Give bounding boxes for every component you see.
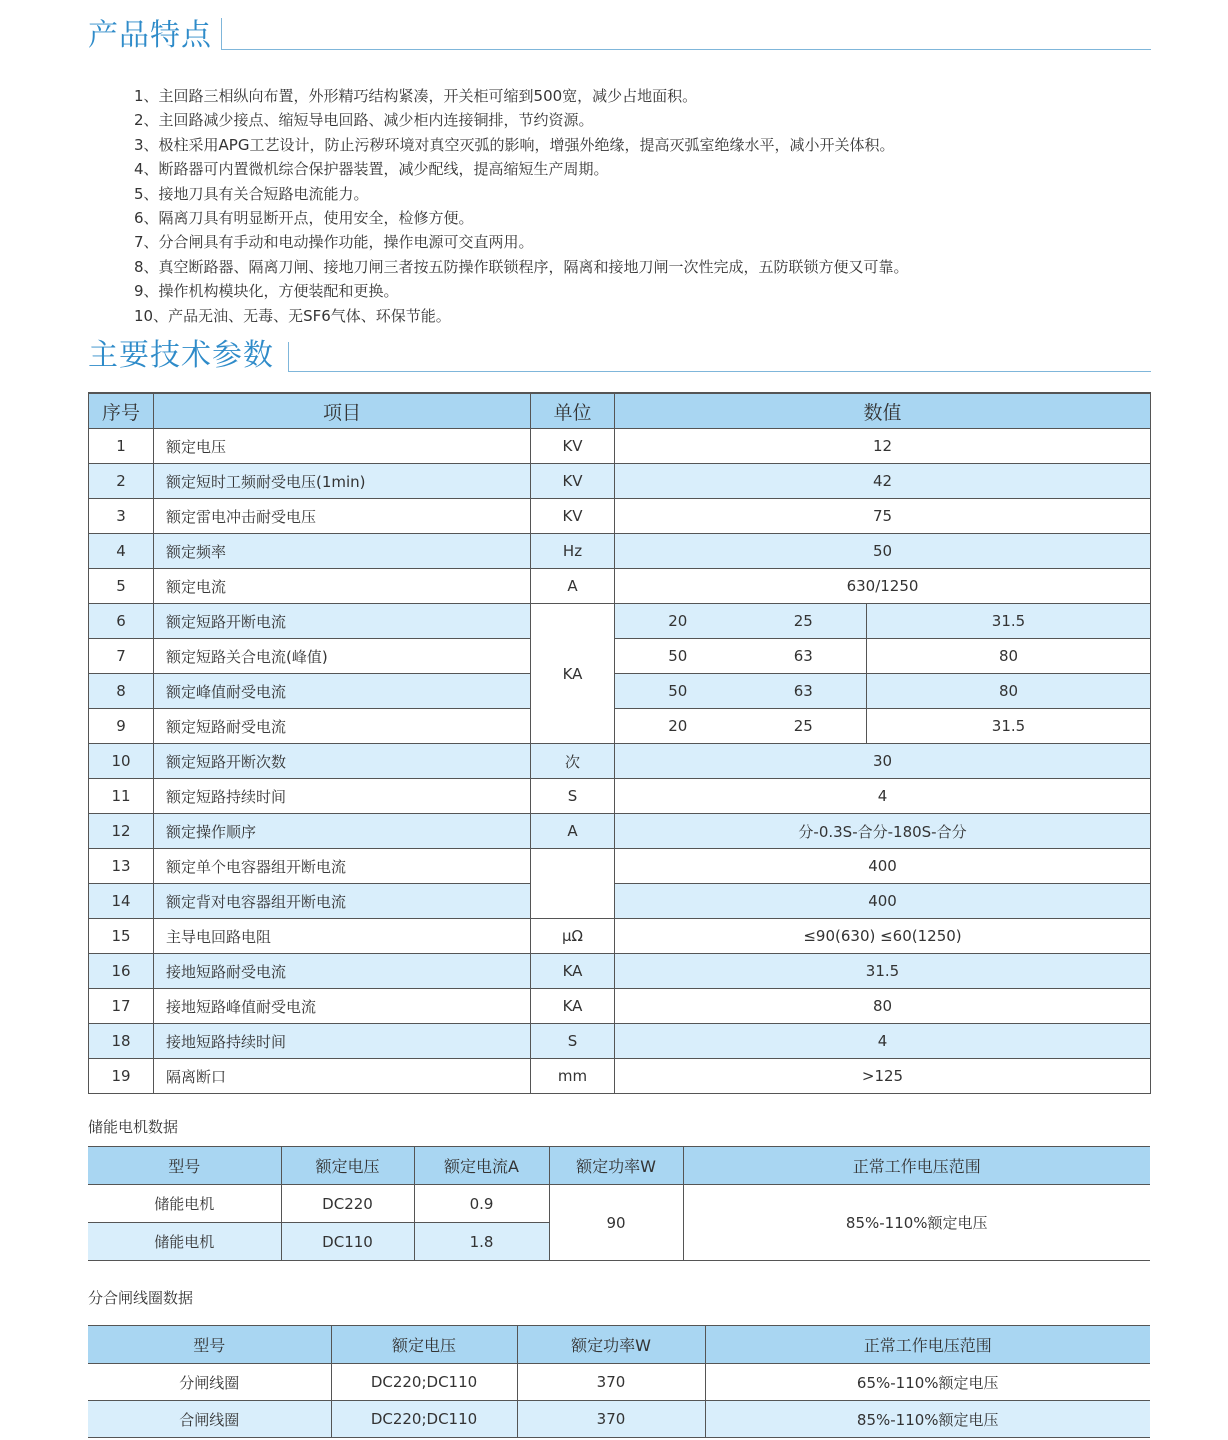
cell-model: 合闸线圈: [88, 1401, 331, 1438]
feature-item: 8、真空断路器、隔离刀闸、接地刀闸三者按五防操作联锁程序，隔离和接地刀闸一次性完成，五防联锁方便又可靠。: [134, 257, 909, 276]
cell-value: 4: [615, 779, 1151, 814]
header-unit: 单位: [531, 393, 615, 429]
cell-no: 15: [89, 919, 154, 954]
coil-header: 额定电压: [331, 1326, 517, 1364]
cell-unit: mm: [531, 1059, 615, 1094]
coil-header: 额定功率W: [517, 1326, 705, 1364]
cell-value: ≤90(630) ≤60(1250): [615, 919, 1151, 954]
cell-power: 370: [517, 1364, 705, 1401]
cell-voltage: DC220;DC110: [331, 1401, 517, 1438]
cell-no: 11: [89, 779, 154, 814]
cell-value: 31.5: [615, 954, 1151, 989]
cell-item: 额定短路开断电流: [154, 604, 531, 639]
cell-no: 6: [89, 604, 154, 639]
table-row: [89, 604, 1151, 639]
table-row: [88, 1185, 1150, 1223]
cell-value-1: 20: [615, 604, 741, 639]
cell-value: 400: [615, 849, 1151, 884]
cell-item: 额定雷电冲击耐受电压: [154, 499, 531, 534]
cell-range: 65%-110%额定电压: [705, 1364, 1150, 1401]
cell-unit: μΩ: [531, 919, 615, 954]
cell-unit: KV: [531, 464, 615, 499]
feature-item: 7、分合闸具有手动和电动操作功能，操作电源可交直两用。: [134, 233, 534, 252]
cell-unit: KV: [531, 429, 615, 464]
cell-value-3: 31.5: [867, 604, 1151, 639]
cell-value-1: 50: [615, 674, 741, 709]
cell-value-3: 31.5: [867, 709, 1151, 744]
cell-item: 额定操作顺序: [154, 814, 531, 849]
cell-item: 接地短路峰值耐受电流: [154, 989, 531, 1024]
cell-item: 额定电压: [154, 429, 531, 464]
cell-item: 额定电流: [154, 569, 531, 604]
feature-item: 3、极柱采用APG工艺设计，防止污秽环境对真空灭弧的影响，增强外绝缘，提高灭弧室绝缘水平，减小开关体积。: [134, 135, 895, 154]
feature-item: 10、产品无油、无毒、无SF6气体、环保节能。: [134, 306, 451, 325]
feature-item: 4、断路器可内置微机综合保护器装置，减少配线，提高缩短生产周期。: [134, 160, 609, 179]
cell-unit: A: [531, 814, 615, 849]
cell-unit: Hz: [531, 534, 615, 569]
cell-no: 3: [89, 499, 154, 534]
features-title-rule: [221, 18, 1151, 50]
cell-no: 18: [89, 1024, 154, 1059]
table-row: [89, 884, 1151, 919]
cell-no: 8: [89, 674, 154, 709]
cell-no: 7: [89, 639, 154, 674]
table-row: [89, 429, 1151, 464]
coil-table: [88, 1325, 1150, 1438]
cell-value: 400: [615, 884, 1151, 919]
params-title: 主要技术参数: [88, 338, 274, 373]
cell-value: 50: [615, 534, 1151, 569]
cell-current: 0.9: [414, 1185, 549, 1223]
cell-value: 12: [615, 429, 1151, 464]
cell-no: 16: [89, 954, 154, 989]
cell-item: 接地短路耐受电流: [154, 954, 531, 989]
cell-value: 4: [615, 1024, 1151, 1059]
cell-item: 额定短路持续时间: [154, 779, 531, 814]
table-row: [89, 1059, 1151, 1094]
cell-unit: S: [531, 779, 615, 814]
table-row: [89, 954, 1151, 989]
motor-header: 额定功率W: [549, 1147, 683, 1185]
motor-header: 正常工作电压范围: [683, 1147, 1150, 1185]
cell-no: 17: [89, 989, 154, 1024]
cell-unit: KA: [531, 954, 615, 989]
table-row: [89, 534, 1151, 569]
cell-range: 85%-110%额定电压: [705, 1401, 1150, 1438]
cell-item: 额定单个电容器组开断电流: [154, 849, 531, 884]
cell-power: 90: [549, 1185, 683, 1261]
coil-header: 正常工作电压范围: [705, 1326, 1150, 1364]
cell-value: 80: [615, 989, 1151, 1024]
cell-unit-empty: [531, 849, 615, 919]
cell-model: 分闸线圈: [88, 1364, 331, 1401]
cell-value-2: 25: [741, 709, 867, 744]
table-row: [89, 919, 1151, 954]
cell-value: 75: [615, 499, 1151, 534]
cell-item: 额定短路开断次数: [154, 744, 531, 779]
cell-no: 12: [89, 814, 154, 849]
header-item: 项目: [154, 393, 531, 429]
cell-value-2: 25: [741, 604, 867, 639]
table-row: [89, 464, 1151, 499]
cell-unit: S: [531, 1024, 615, 1059]
cell-value: >125: [615, 1059, 1151, 1094]
cell-value: 分-0.3S-合分-180S-合分: [615, 814, 1151, 849]
cell-unit-merged: KA: [531, 604, 615, 744]
cell-item: 额定短时工频耐受电压(1min): [154, 464, 531, 499]
cell-no: 10: [89, 744, 154, 779]
feature-item: 5、接地刀具有关合短路电流能力。: [134, 184, 369, 203]
feature-item: 2、主回路减少接点、缩短导电回路、减少柜内连接铜排，节约资源。: [134, 111, 594, 130]
cell-item: 接地短路持续时间: [154, 1024, 531, 1059]
params-title-rule: [288, 342, 1151, 372]
motor-caption: 储能电机数据: [88, 1118, 179, 1136]
table-row: [89, 814, 1151, 849]
cell-no: 9: [89, 709, 154, 744]
motor-header: 额定电流A: [414, 1147, 549, 1185]
table-row: [89, 499, 1151, 534]
cell-no: 1: [89, 429, 154, 464]
header-value: 数值: [615, 393, 1151, 429]
coil-caption: 分合闸线圈数据: [88, 1289, 194, 1307]
cell-value-1: 20: [615, 709, 741, 744]
cell-value-2: 63: [741, 639, 867, 674]
motor-table: [88, 1146, 1150, 1261]
cell-unit: KV: [531, 499, 615, 534]
cell-unit: KA: [531, 989, 615, 1024]
cell-no: 19: [89, 1059, 154, 1094]
cell-model: 储能电机: [88, 1223, 281, 1261]
cell-unit: A: [531, 569, 615, 604]
cell-no: 5: [89, 569, 154, 604]
table-row: [89, 639, 1151, 674]
table-row: [89, 569, 1151, 604]
cell-value: 30: [615, 744, 1151, 779]
header-no: 序号: [89, 393, 154, 429]
table-row: [89, 1024, 1151, 1059]
cell-unit: 次: [531, 744, 615, 779]
table-row: [89, 744, 1151, 779]
cell-value-3: 80: [867, 639, 1151, 674]
cell-power: 370: [517, 1401, 705, 1438]
feature-item: 1、主回路三相纵向布置，外形精巧结构紧凑，开关柜可缩到500宽，减少占地面积。: [134, 87, 698, 105]
cell-item: 额定短路关合电流(峰值): [154, 639, 531, 674]
cell-item: 隔离断口: [154, 1059, 531, 1094]
cell-value: 42: [615, 464, 1151, 499]
cell-item: 额定背对电容器组开断电流: [154, 884, 531, 919]
cell-voltage: DC110: [281, 1223, 414, 1261]
table-row: [88, 1401, 1150, 1438]
cell-range: 85%-110%额定电压: [683, 1185, 1150, 1261]
cell-voltage: DC220;DC110: [331, 1364, 517, 1401]
feature-item: 9、操作机构模块化，方便装配和更换。: [134, 282, 399, 301]
cell-no: 4: [89, 534, 154, 569]
motor-header: 型号: [88, 1147, 281, 1185]
cell-no: 2: [89, 464, 154, 499]
cell-value: 630/1250: [615, 569, 1151, 604]
params-table: [88, 392, 1151, 1094]
cell-value-3: 80: [867, 674, 1151, 709]
cell-no: 13: [89, 849, 154, 884]
feature-item: 6、隔离刀具有明显断开点，使用安全，检修方便。: [134, 209, 474, 228]
coil-header: 型号: [88, 1326, 331, 1364]
table-row: [88, 1364, 1150, 1401]
table-row: [89, 709, 1151, 744]
cell-no: 14: [89, 884, 154, 919]
table-row: [89, 989, 1151, 1024]
cell-item: 额定频率: [154, 534, 531, 569]
cell-value-2: 63: [741, 674, 867, 709]
cell-item: 额定峰值耐受电流: [154, 674, 531, 709]
table-row: [89, 849, 1151, 884]
cell-current: 1.8: [414, 1223, 549, 1261]
table-row: [89, 674, 1151, 709]
motor-header: 额定电压: [281, 1147, 414, 1185]
cell-model: 储能电机: [88, 1185, 281, 1223]
cell-item: 额定短路耐受电流: [154, 709, 531, 744]
features-title: 产品特点: [88, 18, 212, 53]
cell-voltage: DC220: [281, 1185, 414, 1223]
table-row: [89, 779, 1151, 814]
cell-value-1: 50: [615, 639, 741, 674]
features-list: [134, 84, 909, 328]
cell-item: 主导电回路电阻: [154, 919, 531, 954]
